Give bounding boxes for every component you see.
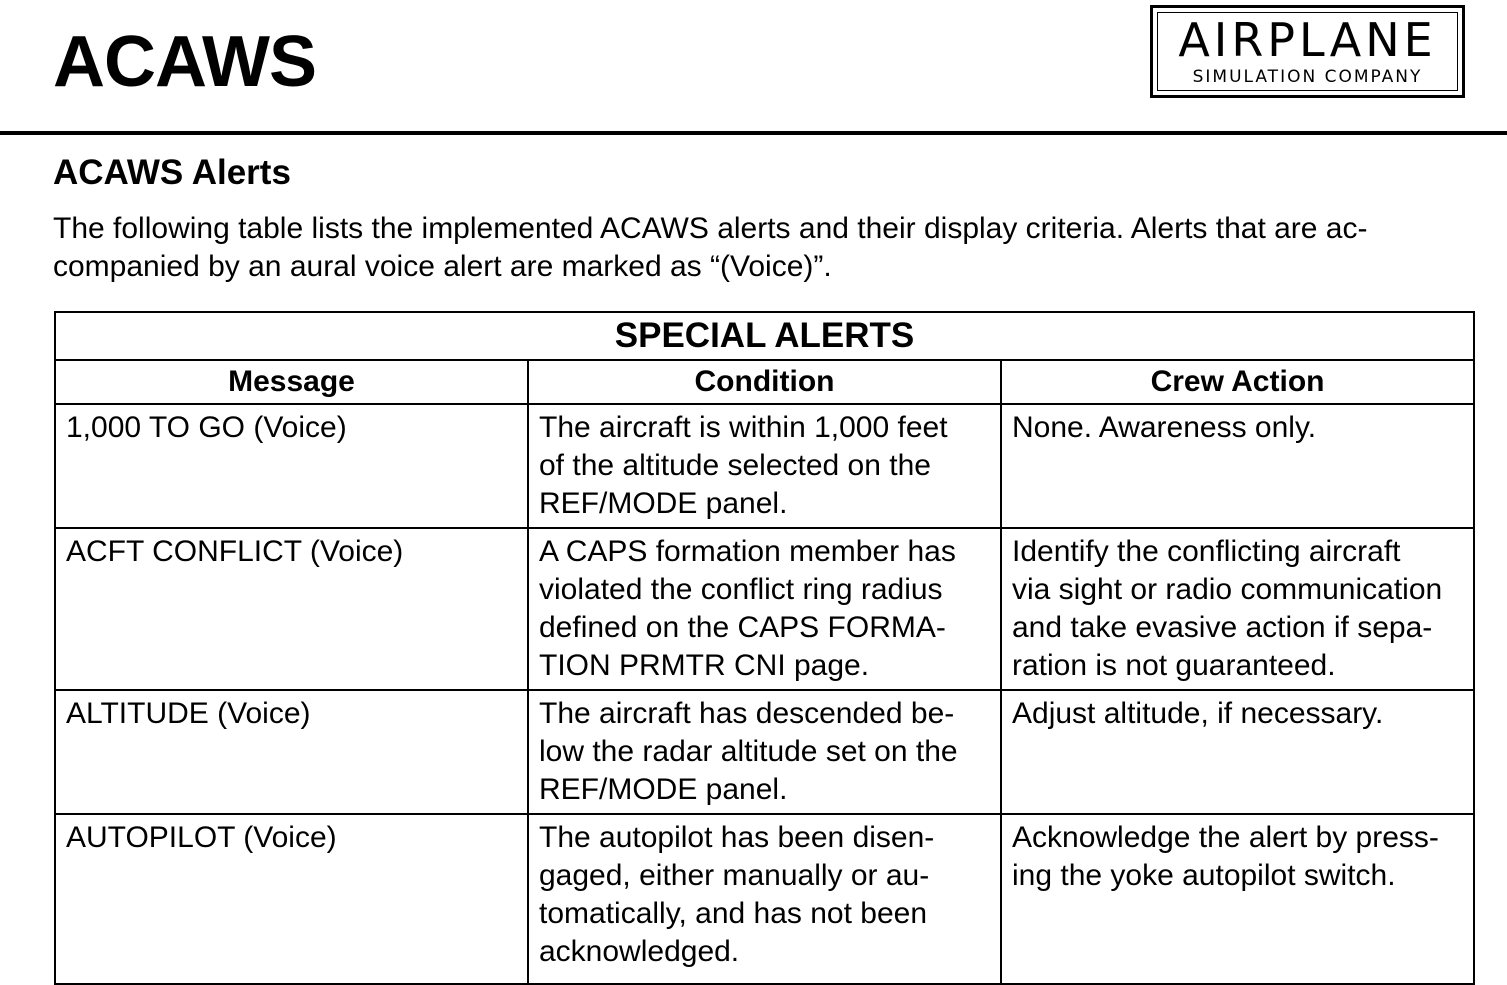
logo-subtitle: SIMULATION COMPANY: [1192, 67, 1423, 87]
cell-line: ing the yoke autopilot switch.: [1012, 859, 1396, 892]
cell-line: ALTITUDE (Voice): [66, 697, 311, 730]
cell-line: acknowledged.: [539, 935, 740, 968]
cell-crew-action: [1001, 528, 1474, 690]
section-heading: ACAWS Alerts: [53, 153, 291, 192]
cell-line: REF/MODE panel.: [539, 487, 788, 520]
cell-line: AUTOPILOT (Voice): [66, 821, 337, 854]
cell-line: Adjust altitude, if necessary.: [1012, 697, 1384, 730]
company-logo: [1150, 5, 1465, 98]
cell-line: 1,000 TO GO (Voice): [66, 411, 347, 444]
cell-line: defined on the CAPS FORMA-: [539, 611, 946, 644]
cell-line: The aircraft is within 1,000 feet: [539, 411, 948, 444]
cell-line: gaged, either manually or au-: [539, 859, 930, 892]
cell-line: Acknowledge the alert by press-: [1012, 821, 1439, 854]
cell-line: and take evasive action if sepa-: [1012, 611, 1433, 644]
column-header-condition: Condition: [528, 360, 1001, 404]
cell-line: TION PRMTR CNI page.: [539, 649, 870, 682]
column-header-message: Message: [55, 360, 528, 404]
table-row: [55, 814, 1474, 984]
column-header-crew-action: Crew Action: [1001, 360, 1474, 404]
cell-condition: [528, 690, 1001, 814]
special-alerts-table: [54, 311, 1475, 985]
cell-message: [55, 814, 528, 984]
cell-line: REF/MODE panel.: [539, 773, 788, 806]
intro-paragraph: [53, 210, 1453, 286]
page-title: ACAWS: [53, 22, 316, 102]
cell-condition: [528, 528, 1001, 690]
cell-line: low the radar altitude set on the: [539, 735, 958, 768]
cell-condition: [528, 404, 1001, 528]
cell-line: violated the conflict ring radius: [539, 573, 943, 606]
header-divider: [0, 131, 1507, 135]
cell-line: The autopilot has been disen-: [539, 821, 935, 854]
logo-wordmark: AIRPLANE: [1178, 13, 1437, 67]
intro-line: The following table lists the implemented ACAWS alerts and their display criteria. Alerts that are ac-: [53, 212, 1368, 245]
cell-message: [55, 690, 528, 814]
cell-line: A CAPS formation member has: [539, 535, 956, 568]
cell-line: Identify the conflicting aircraft: [1012, 535, 1401, 568]
cell-line: None. Awareness only.: [1012, 411, 1317, 444]
cell-line: tomatically, and has not been: [539, 897, 928, 930]
cell-crew-action: [1001, 814, 1474, 984]
cell-message: [55, 404, 528, 528]
cell-message: [55, 528, 528, 690]
cell-line: ACFT CONFLICT (Voice): [66, 535, 404, 568]
table-row: [55, 404, 1474, 528]
table-row: [55, 690, 1474, 814]
cell-line: ration is not guaranteed.: [1012, 649, 1336, 682]
table-caption: SPECIAL ALERTS: [55, 312, 1474, 360]
intro-line: companied by an aural voice alert are marked as “(Voice)”.: [53, 250, 832, 283]
cell-crew-action: [1001, 690, 1474, 814]
cell-line: of the altitude selected on the: [539, 449, 931, 482]
cell-crew-action: [1001, 404, 1474, 528]
cell-line: via sight or radio communication: [1012, 573, 1443, 606]
cell-line: The aircraft has descended be-: [539, 697, 955, 730]
table-row: [55, 528, 1474, 690]
cell-condition: [528, 814, 1001, 984]
